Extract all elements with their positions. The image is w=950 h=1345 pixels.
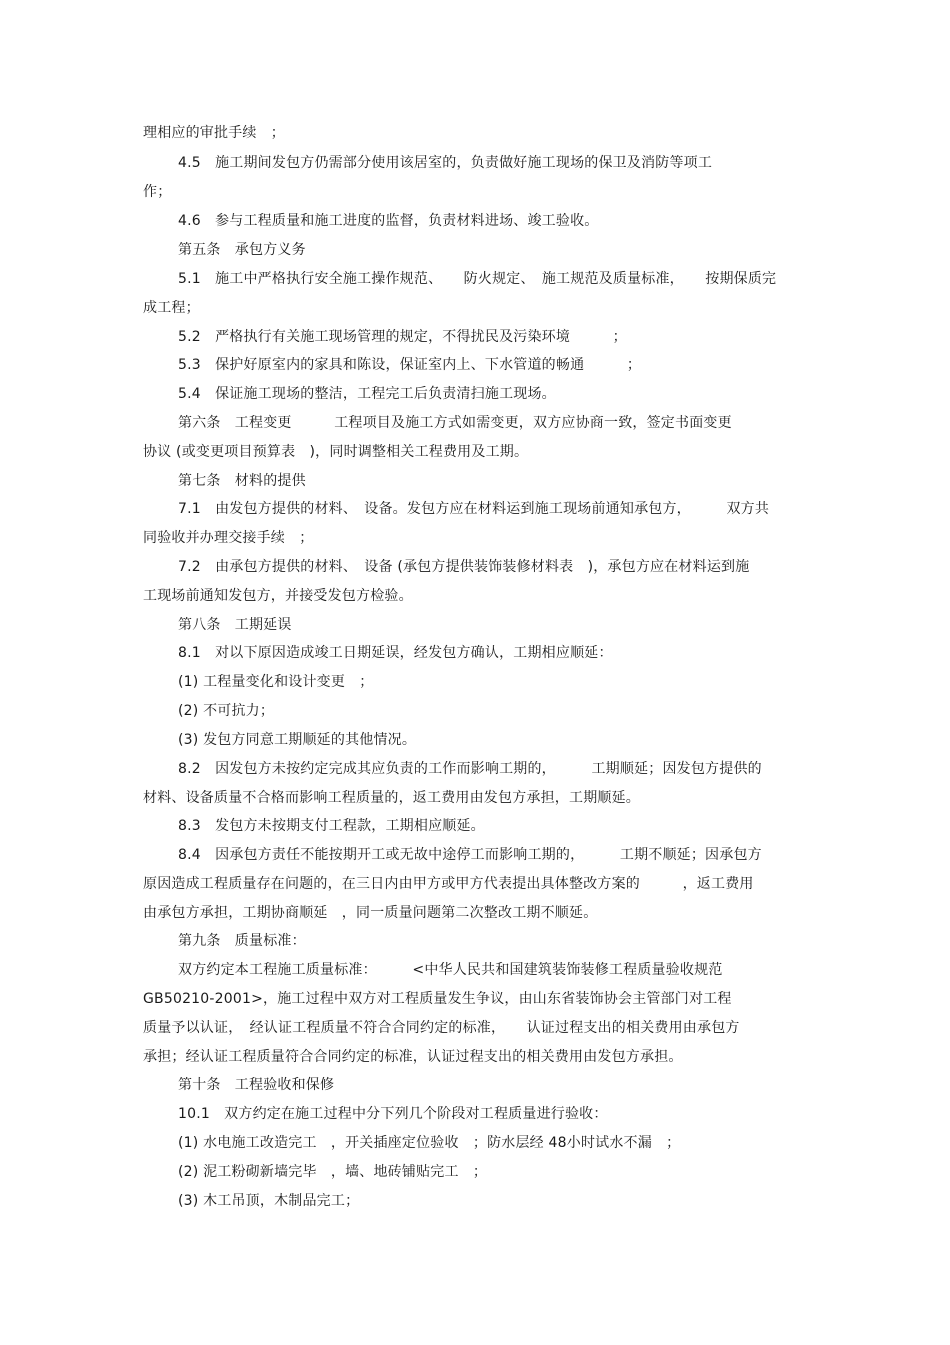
text-line: 同验收并办理交接手续 ； <box>143 530 314 546</box>
text-line: 作； <box>143 184 172 200</box>
text-line: 工现场前通知发包方，并接受发包方检验。 <box>143 588 413 604</box>
list-item: (3) 木工吊顶，木制品完工； <box>178 1193 360 1209</box>
text-line: 材料、设备质量不合格而影响工程质量的，返工费用由发包方承担，工期顺延。 <box>143 790 640 806</box>
text-line: 由承包方承担，工期协商顺延 ，同一质量问题第二次整改工期不顺延。 <box>143 905 598 921</box>
text-line: 7.2 由承包方提供的材料、 设备 (承包方提供装饰装修材料表 )，承包方应在材料运到施 <box>178 559 750 575</box>
text-line: 5.4 保证施工现场的整洁，工程完工后负责清扫施工现场。 <box>178 386 556 402</box>
text-line: 5.2 严格执行有关施工现场管理的规定，不得扰民及污染环境 ； <box>178 329 627 345</box>
text-line: 承担；经认证工程质量符合合同约定的标准，认证过程支出的相关费用由发包方承担。 <box>143 1049 683 1065</box>
list-item: (1) 水电施工改造完工 ，开关插座定位验收 ；防水层经 48小时试水不漏 ； <box>178 1135 681 1151</box>
section-heading: 第六条 工程变更 工程项目及施工方式如需变更，双方应协商一致，签定书面变更 <box>178 415 732 431</box>
text-line: 理相应的审批手续 ； <box>143 125 285 141</box>
section-heading: 第十条 工程验收和保修 <box>178 1077 335 1093</box>
text-line: 5.1 施工中严格执行安全施工操作规范、 防火规定、 施工规范及质量标准， 按期保质完 <box>178 271 777 287</box>
text-line: 协议 (或变更项目预算表 )，同时调整相关工程费用及工期。 <box>143 444 529 460</box>
text-line: 质量予以认证， 经认证工程质量不符合合同约定的标准， 认证过程支出的相关费用由承包方 <box>143 1020 740 1036</box>
text-line: 原因造成工程质量存在问题的，在三日内由甲方或甲方代表提出具体整改方案的 ，返工费用 <box>143 876 754 892</box>
section-heading: 第五条 承包方义务 <box>178 242 306 258</box>
text-line: 4.5 施工期间发包方仍需部分使用该居室的，负责做好施工现场的保卫及消防等项工 <box>178 155 713 171</box>
text-line: 10.1 双方约定在施工过程中分下列几个阶段对工程质量进行验收： <box>178 1106 608 1122</box>
text-line: 5.3 保护好原室内的家具和陈设，保证室内上、下水管道的畅通 ； <box>178 357 642 373</box>
text-line: 7.1 由发包方提供的材料、 设备。发包方应在材料运到施工现场前通知承包方， 双方共 <box>178 501 770 517</box>
text-line: 4.6 参与工程质量和施工进度的监督，负责材料进场、竣工验收。 <box>178 213 599 229</box>
text-line: 成工程； <box>143 300 200 316</box>
text-line: 8.3 发包方未按期支付工程款，工期相应顺延。 <box>178 818 485 834</box>
text-line: 8.2 因发包方未按约定完成其应负责的工作而影响工期的， 工期顺延；因发包方提供的 <box>178 761 762 777</box>
section-heading: 第七条 材料的提供 <box>178 473 306 489</box>
list-item: (2) 泥工粉砌新墙完毕 ，墙、地砖铺贴完工 ； <box>178 1164 488 1180</box>
text-line: 8.4 因承包方责任不能按期开工或无故中途停工而影响工期的， 工期不顺延；因承包方 <box>178 847 762 863</box>
text-line: 双方约定本工程施工质量标准： <中华人民共和国建筑装饰装修工程质量验收规范 <box>178 962 723 978</box>
list-item: (3) 发包方同意工期顺延的其他情况。 <box>178 732 417 748</box>
list-item: (1) 工程量变化和设计变更 ； <box>178 674 374 690</box>
text-line: GB50210-2001>，施工过程中双方对工程质量发生争议，由山东省装饰协会主管部门对工程 <box>143 991 732 1007</box>
list-item: (2) 不可抗力； <box>178 703 275 719</box>
text-line: 8.1 对以下原因造成竣工日期延误，经发包方确认，工期相应顺延： <box>178 645 613 661</box>
section-heading: 第九条 质量标准： <box>178 933 306 949</box>
section-heading: 第八条 工期延误 <box>178 617 292 633</box>
